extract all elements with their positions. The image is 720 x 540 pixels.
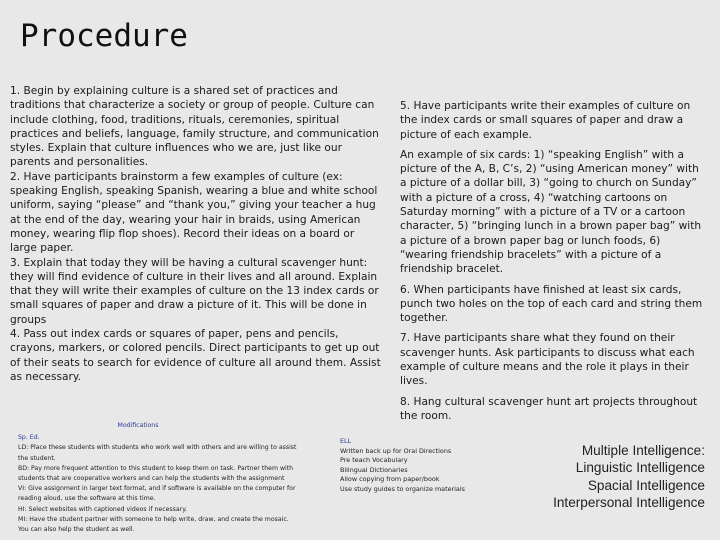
step-1: 1. Begin by explaining culture is a shared set of practices and traditions that characterize a society or group of people. Culture can include clothing, food, traditions, rituals, ceremonies, spiritual practices and beliefs, language, family structure, and communication styles. Explain that culture influences who we are, just like our parents and personalities. [10,85,379,169]
modifications-title: Modifications [117,422,159,429]
step-7: 7. Have participants share what they found on their scavenger hunts. Ask participants to discuss what each example of culture means and the role it plays in their lives. [400,332,695,388]
step-5: 5. Have participants write their examples of culture on the index cards or small squares of paper and draw a picture of each example. [400,100,691,141]
procedure-steps-right [400,99,708,429]
modification-hi: HI: Select websites with captioned videos if necessary. [18,505,187,513]
ell-item: Pre teach Vocabulary [340,456,408,465]
modification-ld: LD: Place these students with students who work well with others and are willing to assist the student. [18,444,297,462]
step-4: 4. Pass out index cards or squares of paper, pens and pencils, crayons, markers, or colored pencils. Direct participants to get up out of their seats to search for evidence of culture all around them. Assist as necessary. [10,328,381,383]
modification-bd: BD: Pay more frequent attention to this student to keep them on task. Partner them with students that are cooperative workers and can help the students with the assignment [18,464,294,483]
ell-item: Allow copying from paper/book [340,475,440,484]
step-6: 6. When participants have finished at least six cards, punch two holes on the top of each card and string them together. [400,283,703,325]
ell-item: Written back up for Oral Directions [340,446,452,455]
mi-heading: Multiple Intelligence: [581,443,705,458]
card-example: An example of six cards: 1) “speaking English” with a picture of the A, B, C’s, 2) “using American money” with a picture of a dollar bill, 3) “going to church on Sunday” with a picture of a cross, 4) “watching cartoons on Saturday morning” with a picture of a TV or a cartoon character, 5) “bringing lunch in a brown paper bag” with a picture of a brown paper bag or lunch foods, 6) “wearing friendship bracelets” with a picture of a friendship bracelet. [400,148,702,276]
modification-vi: VI: Give assignment in larger text format, and if software is available on the computer for reading aloud, use the software at this time. [18,485,296,503]
ell-item: Bilingual Dictionaries [340,465,408,474]
multiple-intelligence-section [535,442,705,511]
modification-mi: MI: Have the student partner with someone to help write, draw, and create the mosaic. You can also help the student as well. [18,515,289,534]
mi-item: Interpersonal Intelligence [553,494,705,510]
step-2: 2. Have participants brainstorm a few examples of culture (ex: speaking English, speaking Spanish, wearing a blue and white school uniform, saying “please” and “thank you,” giving your teacher a hug at the end of the day, wearing your hair in braids, using American money, wearing flip flop shoes). Record their ideas on a board or large paper. [10,170,378,255]
step-3: 3. Explain that today they will be having a cultural scavenger hunt: they will find evidence of culture in their lives and all around. Explain that they will write their examples of culture on the 13 index cards or small squares of paper and draw a picture of it. This will be done in groups [10,256,379,326]
ell-section [340,437,510,495]
ell-title: ELL [340,437,352,445]
ell-item: Use study guides to organize materials [340,484,465,493]
procedure-steps-left [10,84,382,384]
step-8: 8. Hang cultural scavenger hunt art projects throughout the room. [400,395,698,422]
modifications-section [18,421,298,535]
sped-label: Sp. Ed. [18,434,40,442]
mi-item: Linguistic Intelligence [575,460,705,476]
mi-item: Spacial Intelligence [587,477,705,493]
page-title: Procedure [20,18,188,54]
